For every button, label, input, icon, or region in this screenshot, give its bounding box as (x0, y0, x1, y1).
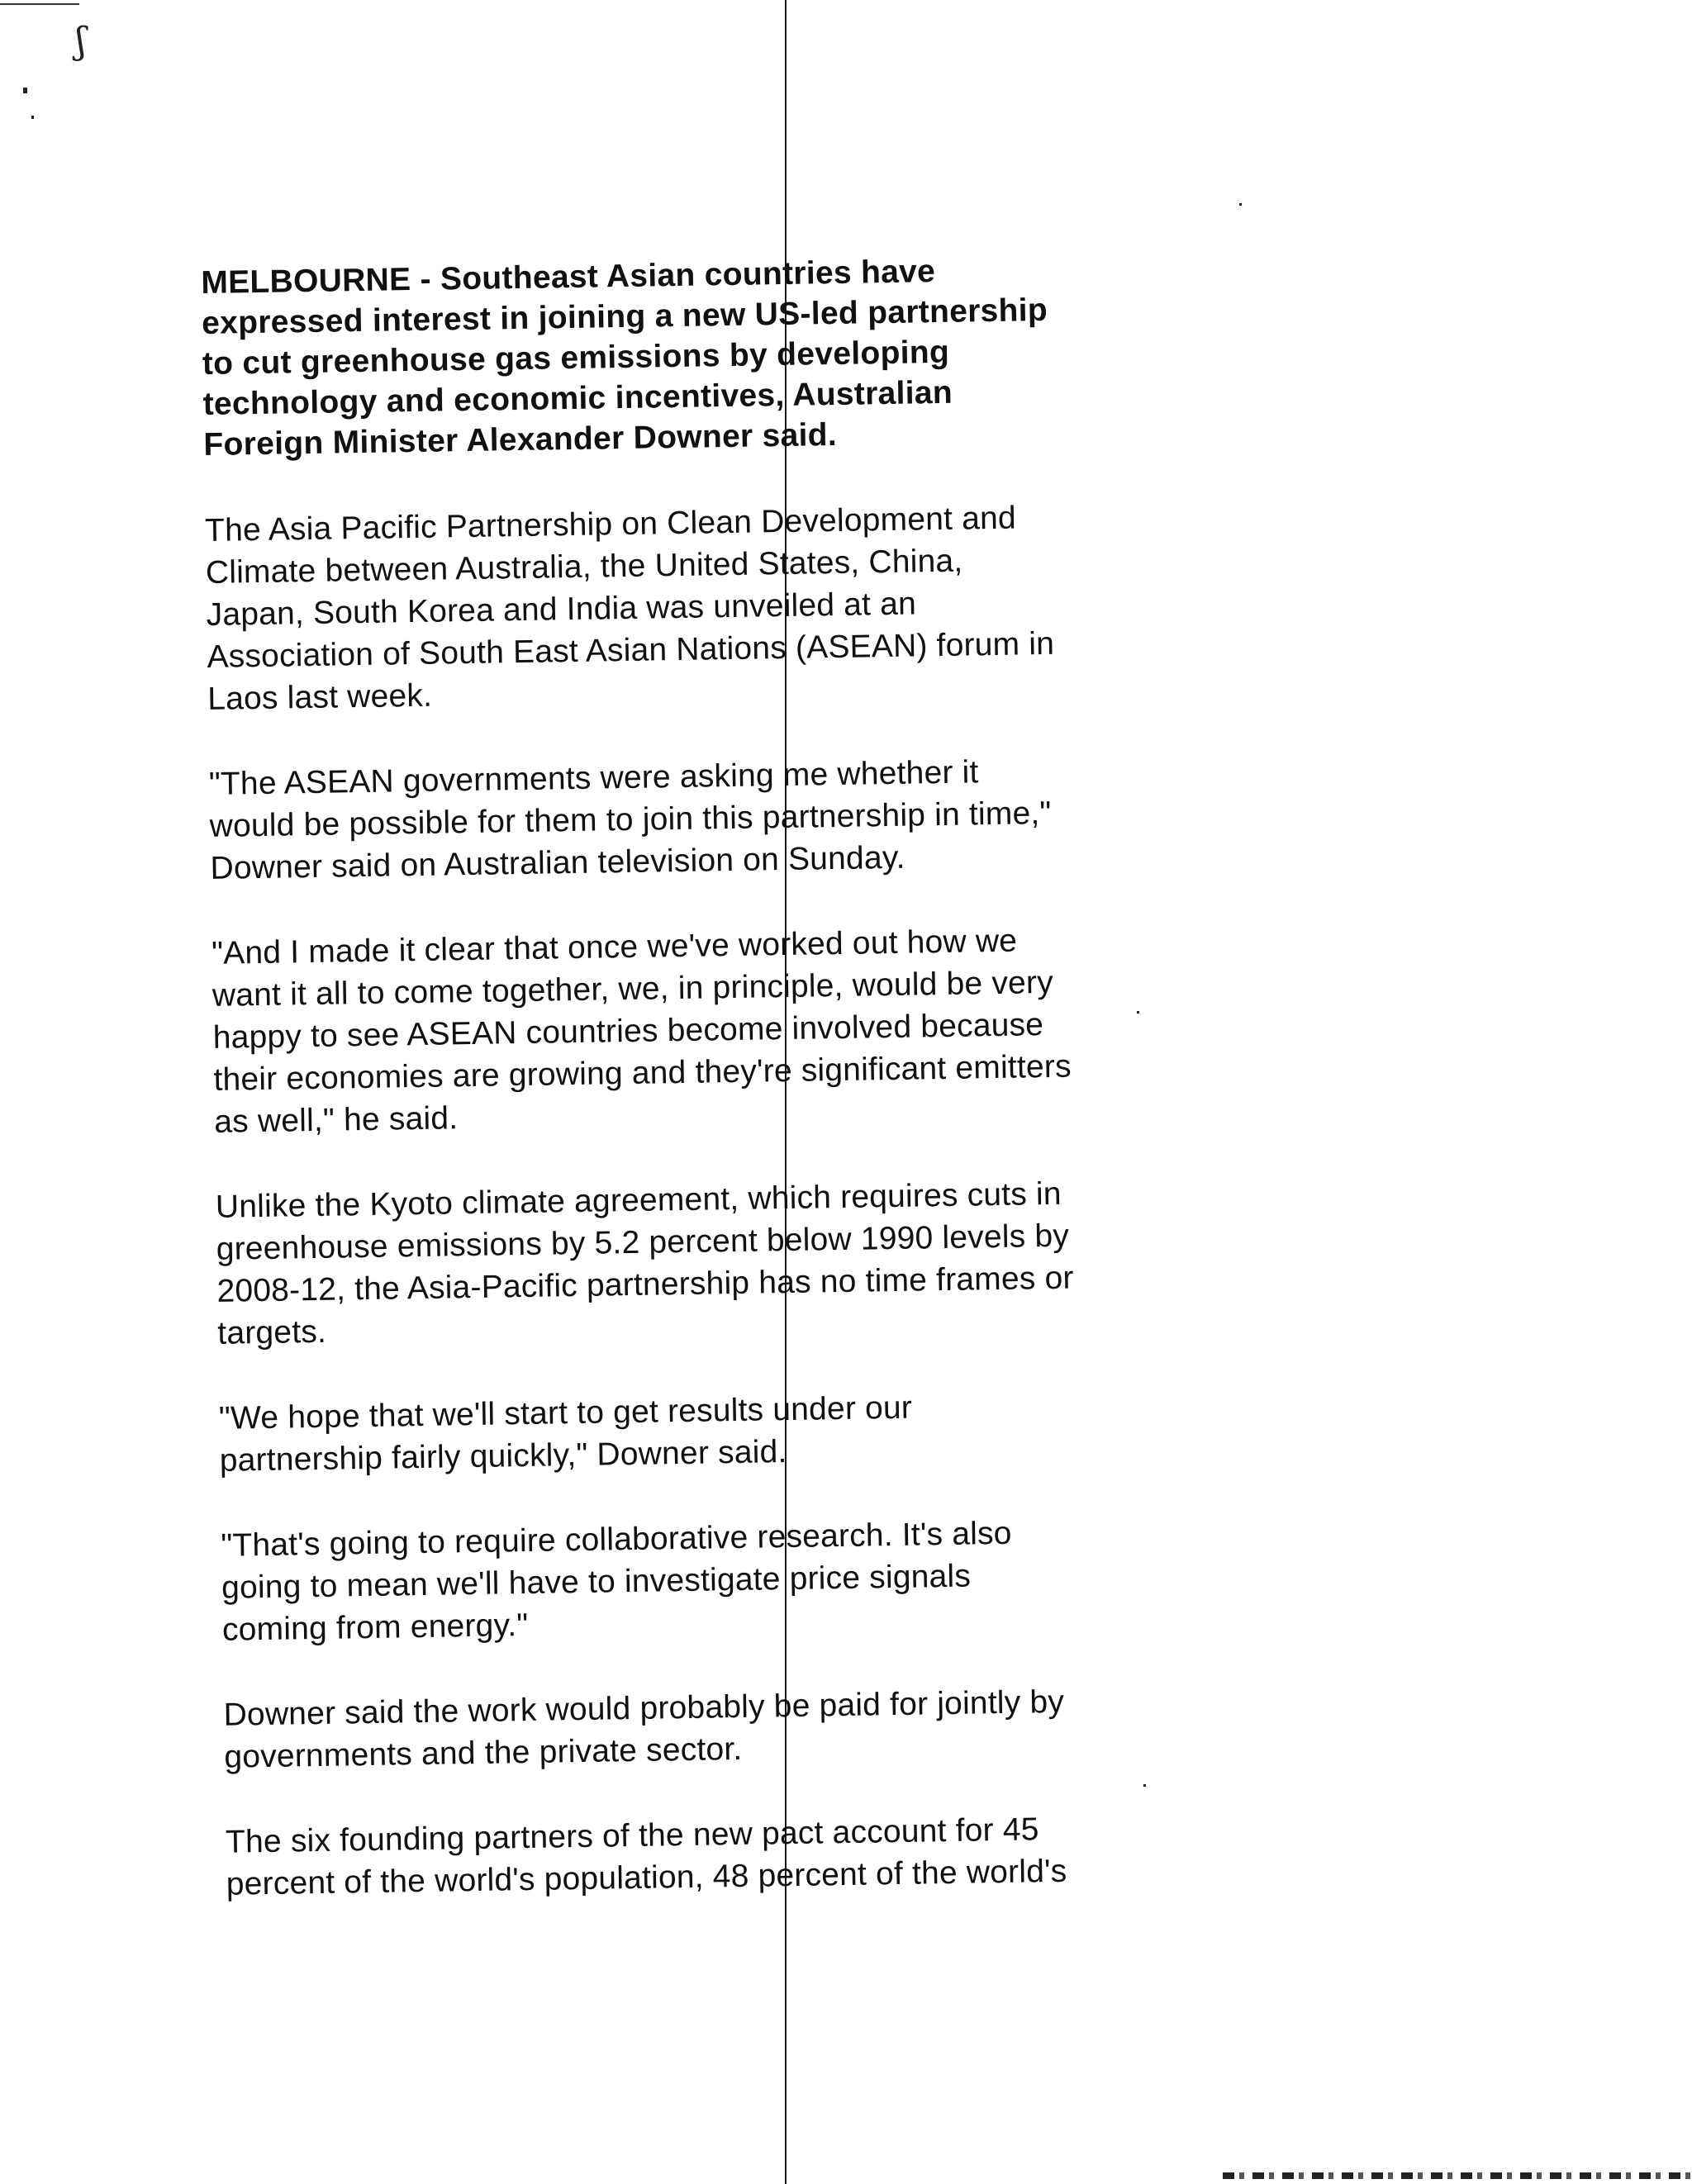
paragraph-line: as well," he said. (214, 1100, 459, 1140)
lead-line: MELBOURNE - Southeast Asian countries have (201, 254, 936, 301)
paragraph-line: 2008-12, the Asia-Pacific partnership has no time frames or (216, 1260, 1074, 1309)
scan-top-rule (0, 3, 79, 5)
paragraph-principle-quote (212, 918, 1157, 1143)
scan-speck (1239, 203, 1242, 206)
paragraph-line: Japan, South Korea and India was unveiled at an (206, 586, 917, 633)
article (201, 248, 1169, 1949)
paragraph-results-quote (219, 1383, 1162, 1482)
paragraph-line: percent of the world's population, 48 percent of the world's (226, 1853, 1067, 1902)
paragraph-kyoto (216, 1171, 1160, 1355)
paragraph-line: governments and the private sector. (224, 1731, 743, 1775)
paragraph-line: "That's going to require collaborative research. It's also (221, 1515, 1012, 1564)
paragraph-line: greenhouse emissions by 5.2 percent below 1990 levels by (216, 1218, 1070, 1267)
paragraph-line: would be possible for them to join this partnership in time," (209, 795, 1052, 844)
lead-line: Foreign Minister Alexander Downer said. (203, 416, 838, 463)
paragraph-line: "We hope that we'll start to get results under our (218, 1389, 913, 1436)
paragraph-line: targets. (217, 1313, 327, 1351)
paragraph-line: The six founding partners of the new pact account for 45 (225, 1811, 1039, 1860)
paragraph-line: want it all to come together, we, in principle, would be very (212, 964, 1054, 1014)
paragraph-line: "And I made it clear that once we've worked out how we (211, 923, 1018, 971)
lead-paragraph (201, 248, 1146, 465)
paragraph-line: Unlike the Kyoto climate agreement, which requires cuts in (215, 1175, 1062, 1225)
lead-line: to cut greenhouse gas emissions by developing (202, 334, 950, 382)
lead-line: technology and economic incentives, Australian (202, 374, 953, 422)
paragraph-line: partnership fairly quickly," Downer said. (219, 1434, 787, 1479)
paragraph-line: their economies are growing and they're significant emitters (213, 1048, 1072, 1098)
paragraph-asean-quote (209, 748, 1153, 890)
paragraph-line: happy to see ASEAN countries become involved because (212, 1007, 1044, 1056)
paragraph-line: Climate between Australia, the United States, China, (205, 543, 963, 591)
paragraph-line: Association of South East Asian Nations (ASEAN) forum in (207, 625, 1055, 675)
paragraph-line: "The ASEAN governments were asking me whether it (208, 754, 979, 802)
paragraph-partnership (205, 495, 1150, 720)
scan-bottom-edge (1223, 2172, 1692, 2179)
scan-speck (31, 116, 34, 119)
paragraph-line: Downer said the work would probably be paid for jointly by (223, 1683, 1065, 1733)
paragraph-research-quote (221, 1510, 1164, 1651)
paragraph-founding-partners (226, 1807, 1168, 1906)
paragraph-line: Laos last week. (207, 677, 433, 717)
paragraph-line: coming from energy." (221, 1607, 529, 1648)
lead-line: expressed interest in joining a new US-led partnership (201, 292, 1048, 341)
scan-speck (23, 88, 27, 93)
paragraph-line: The Asia Pacific Partnership on Clean Development and (204, 500, 1017, 548)
corner-handwritten-mark: ʃ (76, 20, 86, 62)
paragraph-line: Downer said on Australian television on Sunday. (210, 839, 905, 886)
paragraph-funding (223, 1679, 1166, 1778)
paragraph-line: going to mean we'll have to investigate price signals (221, 1558, 972, 1606)
